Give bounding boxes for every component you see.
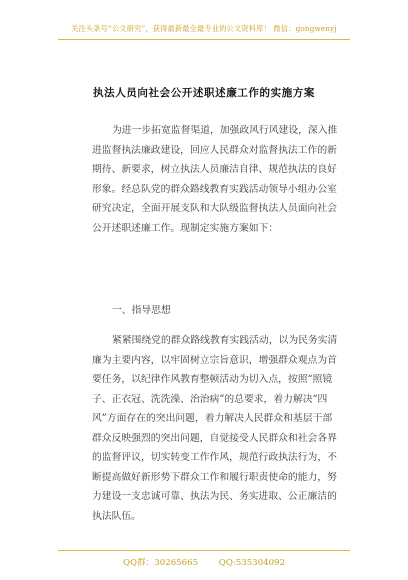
header-divider: [58, 39, 350, 40]
qq-number: QQ:535304092: [218, 558, 285, 568]
paragraph-line: 子、正衣冠、洗洗澡、治治病”的总要求，着力解决“四: [92, 393, 328, 405]
paragraph-line: 的监督评议，切实转变工作作风，规范行政执法行为，不: [92, 452, 337, 463]
guiding-principle-paragraph: [92, 331, 338, 526]
paragraph-line: 公开述职述廉工作。现制定实施方案如下：: [92, 222, 279, 234]
footer-contact: [0, 556, 408, 568]
paragraph-line: 期待、新要求，树立执法人员廉洁自律、规范执法的良好: [92, 164, 337, 175]
paragraph-line: 风”方面存在的突出问题，着力解决人民群众和基层干部: [92, 413, 333, 424]
paragraph-line: 研究决定，全面开展支队和大队级监督执法人员面向社会: [92, 203, 337, 214]
header-banner: 关注头条号“公文研究”，获得最新最全最专业的公文资料库！ 微信：gongwenyj: [71, 24, 337, 33]
document-title: 执法人员向社会公开述职述廉工作的实施方案: [93, 87, 315, 99]
paragraph-line: 群众反映强烈的突出问题，自觉接受人民群众和社会各界: [92, 432, 337, 444]
paragraph-line: 紧紧围绕党的群众路线教育实践活动，以为民务实清: [112, 335, 338, 346]
paragraph-line: 为进一步拓宽监督渠道，加强政风行风建设，深入推: [112, 125, 338, 136]
paragraph-line: 形象。经总队党的群众路线教育实践活动领导小组办公室: [92, 183, 337, 195]
paragraph-line: 断提高做好新形势下群众工作和履行职责使命的能力，努: [92, 471, 337, 483]
qq-group-number: QQ群：30265665: [123, 558, 199, 568]
paragraph-line: 进监督执法廉政建设，回应人民群众对监督执法工作的新: [92, 144, 337, 156]
paragraph-line: 要任务，以纪律作风教育整顿活动为切入点，按照“照镜: [92, 374, 333, 385]
paragraph-line: 执法队伍。: [92, 510, 141, 522]
intro-paragraph: [92, 121, 338, 238]
paragraph-line: 力建设一支忠诚可靠、执法为民、务实进取、公正廉洁的: [92, 491, 337, 502]
footer-divider: [58, 550, 350, 551]
paragraph-line: 廉为主要内容，以牢固树立宗旨意识，增强群众观点为首: [92, 354, 337, 366]
section-heading: 一、指导思想: [112, 305, 171, 316]
